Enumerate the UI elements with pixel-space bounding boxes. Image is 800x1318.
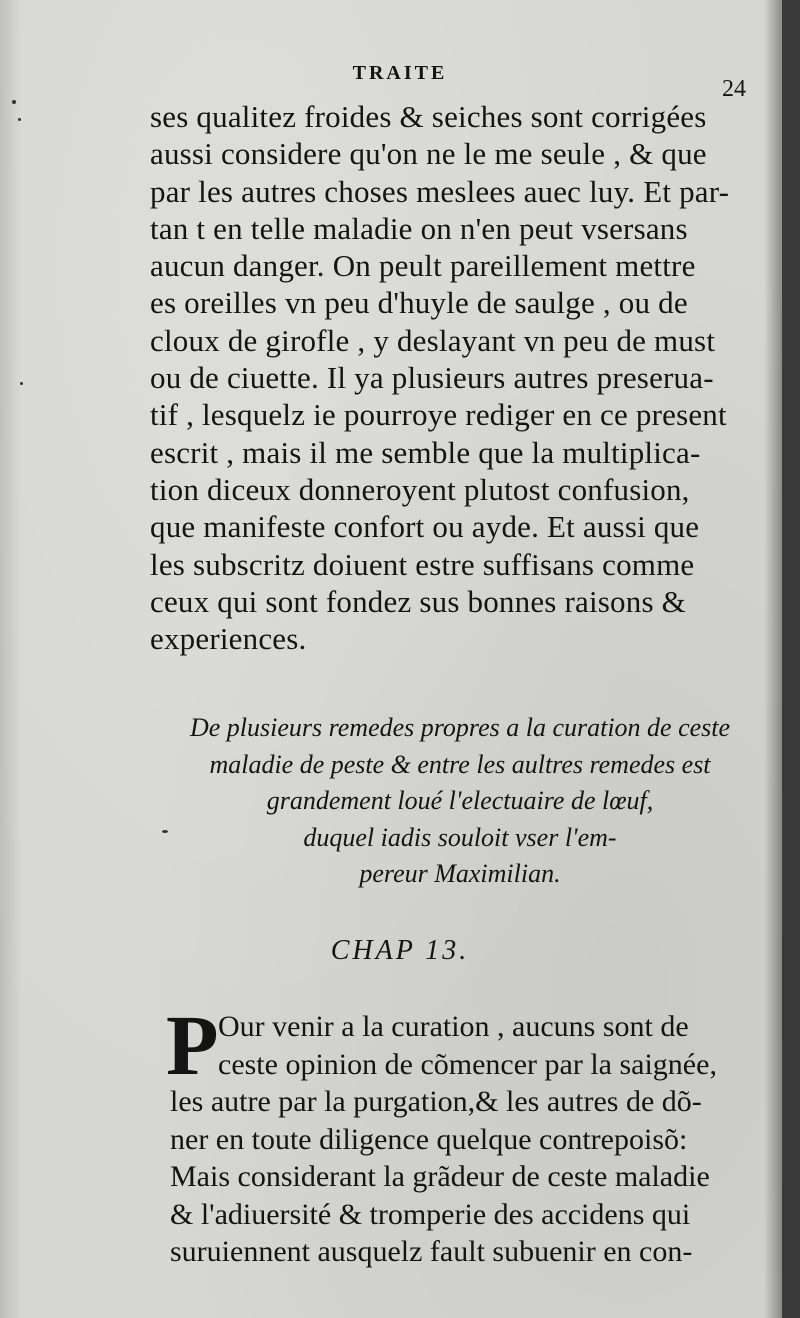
text-line: que manifeste confort ou ayde. Et aussi que [150,509,700,545]
text-line: ceste opinion de cõmencer par la saignée, [218,1047,717,1081]
text-line: tif , lesquelz ie pourroye rediger en ce present [150,397,727,433]
drop-cap: P [166,997,219,1093]
text-line: escrit , mais il me semble que la multiplica- [150,434,701,470]
page-number: 24 [722,76,746,102]
chapter-heading [150,710,770,893]
running-head: TRAITE [352,62,448,84]
ink-speck [162,830,168,833]
text-line: cloux de girofle , y deslayant vn peu de must [150,322,716,358]
text-line: & l'adiuersité & tromperie des accidens qui [170,1197,691,1231]
paragraph-1 [150,98,762,657]
text-line: les autre par la purgation,& les autres de dõ- [170,1085,702,1118]
text-line: tion diceux donneroyent plutost confusion, [150,471,690,507]
heading-line: pereur Maximilian. [359,859,561,888]
heading-line: maladie de peste & entre les aultres remedes est [209,749,711,779]
text-line: Our venir a la curation , aucuns sont de [218,1010,689,1043]
text-line: es oreilles vn peu d'huyle de saulge , ou de [150,285,688,321]
text-line: ses qualitez froides & seiches sont corrigées [150,99,707,134]
text-line: tan t en telle maladie on n'en peut vsersans [150,210,688,246]
text-line: aucun danger. On peult pareillement mettre [150,248,696,284]
chapter-label: CHAP 13. [330,935,470,966]
text-line: ceux qui sont fondez sus bonnes raisons & [150,583,686,619]
text-line: par les autres choses meslees auec luy. Et par- [150,173,730,209]
text-line: suruiennent ausquelz fault subuenir en con- [170,1235,693,1268]
heading-line: duquel iadis souloit vser l'em- [303,822,617,852]
ink-speck [18,118,21,121]
text-line: les subscritz doiuent estre suffisans comme [150,546,695,582]
text-line: aussi considere qu'on ne le me seule , & que [150,136,707,172]
text-line: Mais considerant la grãdeur de ceste maladie [170,1160,710,1193]
heading-line: De plusieurs remedes propres a la curation de ceste [189,713,731,742]
heading-line: grandement loué l'electuaire de lœuf, [266,786,654,815]
page-gutter-shadow [0,0,22,1318]
text-line: experiences. [150,621,307,657]
text-line: ou de ciuette. Il ya plusieurs autres preserua- [150,360,714,396]
paragraph-2 [170,1008,770,1271]
ink-speck [20,382,23,385]
ink-speck [12,100,16,104]
text-line: ner en toute diligence quelque contrepoisõ: [170,1122,688,1156]
